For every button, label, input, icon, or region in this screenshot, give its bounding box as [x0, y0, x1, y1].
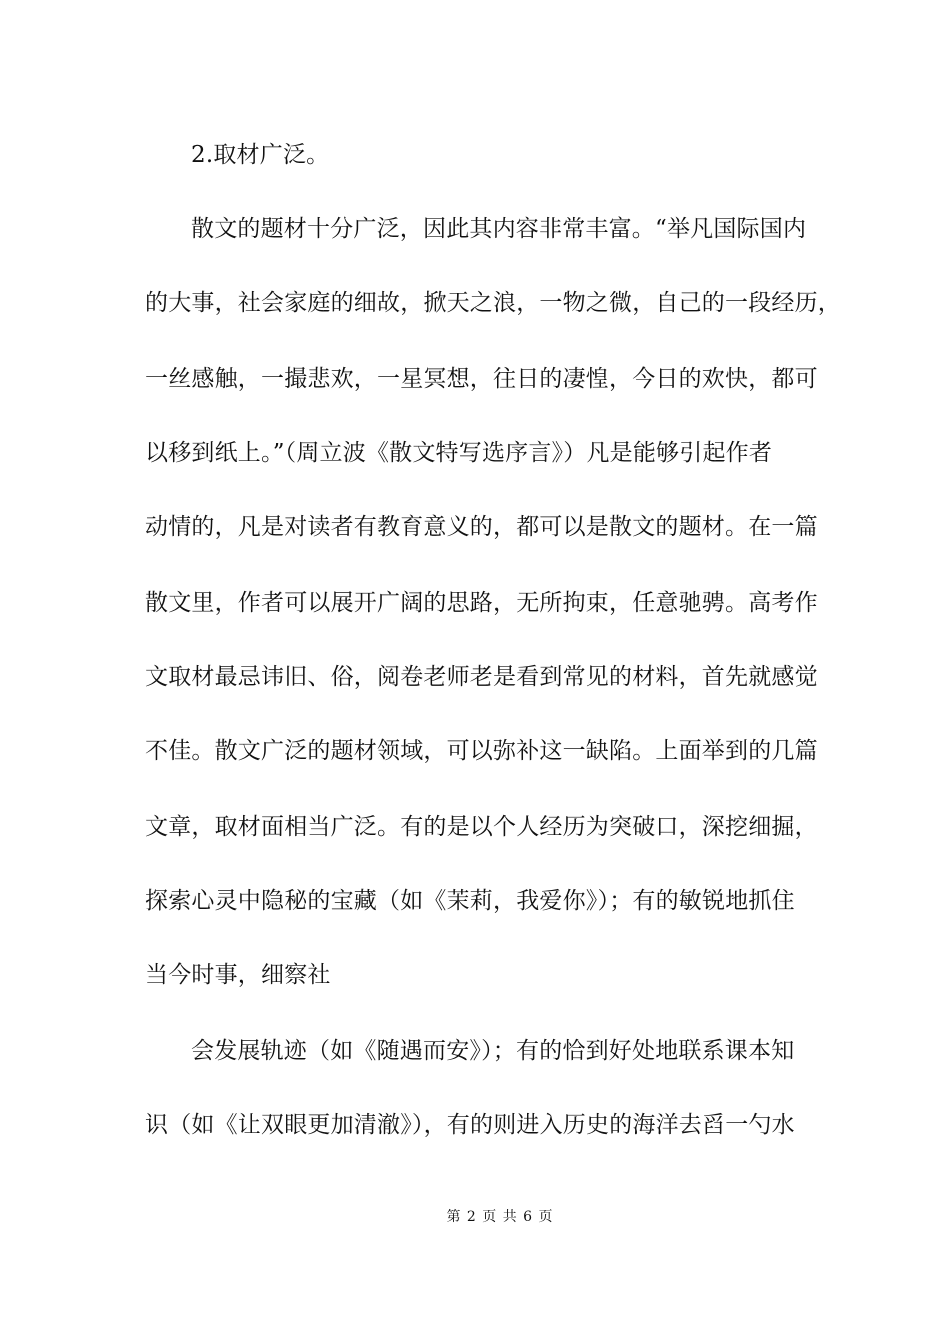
paragraph-line: 文取材最忌讳旧、俗，阅卷老师老是看到常见的材料，首先就感觉 [145, 664, 818, 690]
paragraph-line: 当今时事，细察社 [145, 962, 331, 988]
paragraph-line: 会发展轨迹（如《随遇而安》）；有的恰到好处地联系课本知 [191, 1038, 795, 1064]
paragraph-line: 散文里，作者可以展开广阔的思路，无所拘束，任意驰骋。高考作 [145, 590, 818, 616]
paragraph-line: 不佳。散文广泛的题材领域，可以弥补这一缺陷。上面举到的几篇 [145, 738, 818, 764]
paragraph-line: 文章，取材面相当广泛。有的是以个人经历为突破口，深挖细掘， [145, 814, 818, 840]
paragraph-line: 一丝感触，一撮悲欢，一星冥想，往日的凄惶，今日的欢快，都可 [145, 366, 818, 392]
paragraph-line: 以移到纸上。”（周立波《散文特写选序言》）凡是能够引起作者 [145, 440, 773, 466]
paragraph-line: 的大事，社会家庭的细故，掀天之浪，一物之微，自己的一段经历， [145, 290, 841, 316]
paragraph-line: 散文的题材十分广泛，因此其内容非常丰富。“举凡国际国内 [191, 216, 807, 242]
section-heading: 2.取材广泛。 [191, 142, 330, 168]
paragraph-line: 探索心灵中隐秘的宝藏（如《茉莉，我爱你》）；有的敏锐地抓住 [145, 888, 795, 914]
paragraph-line: 识（如《让双眼更加清澈》），有的则进入历史的海洋去舀一勺水 [145, 1112, 795, 1138]
paragraph-line: 动情的，凡是对读者有教育意义的，都可以是散文的题材。在一篇 [145, 514, 818, 540]
page-footer: 第 2 页 共 6 页 [446, 1209, 554, 1225]
